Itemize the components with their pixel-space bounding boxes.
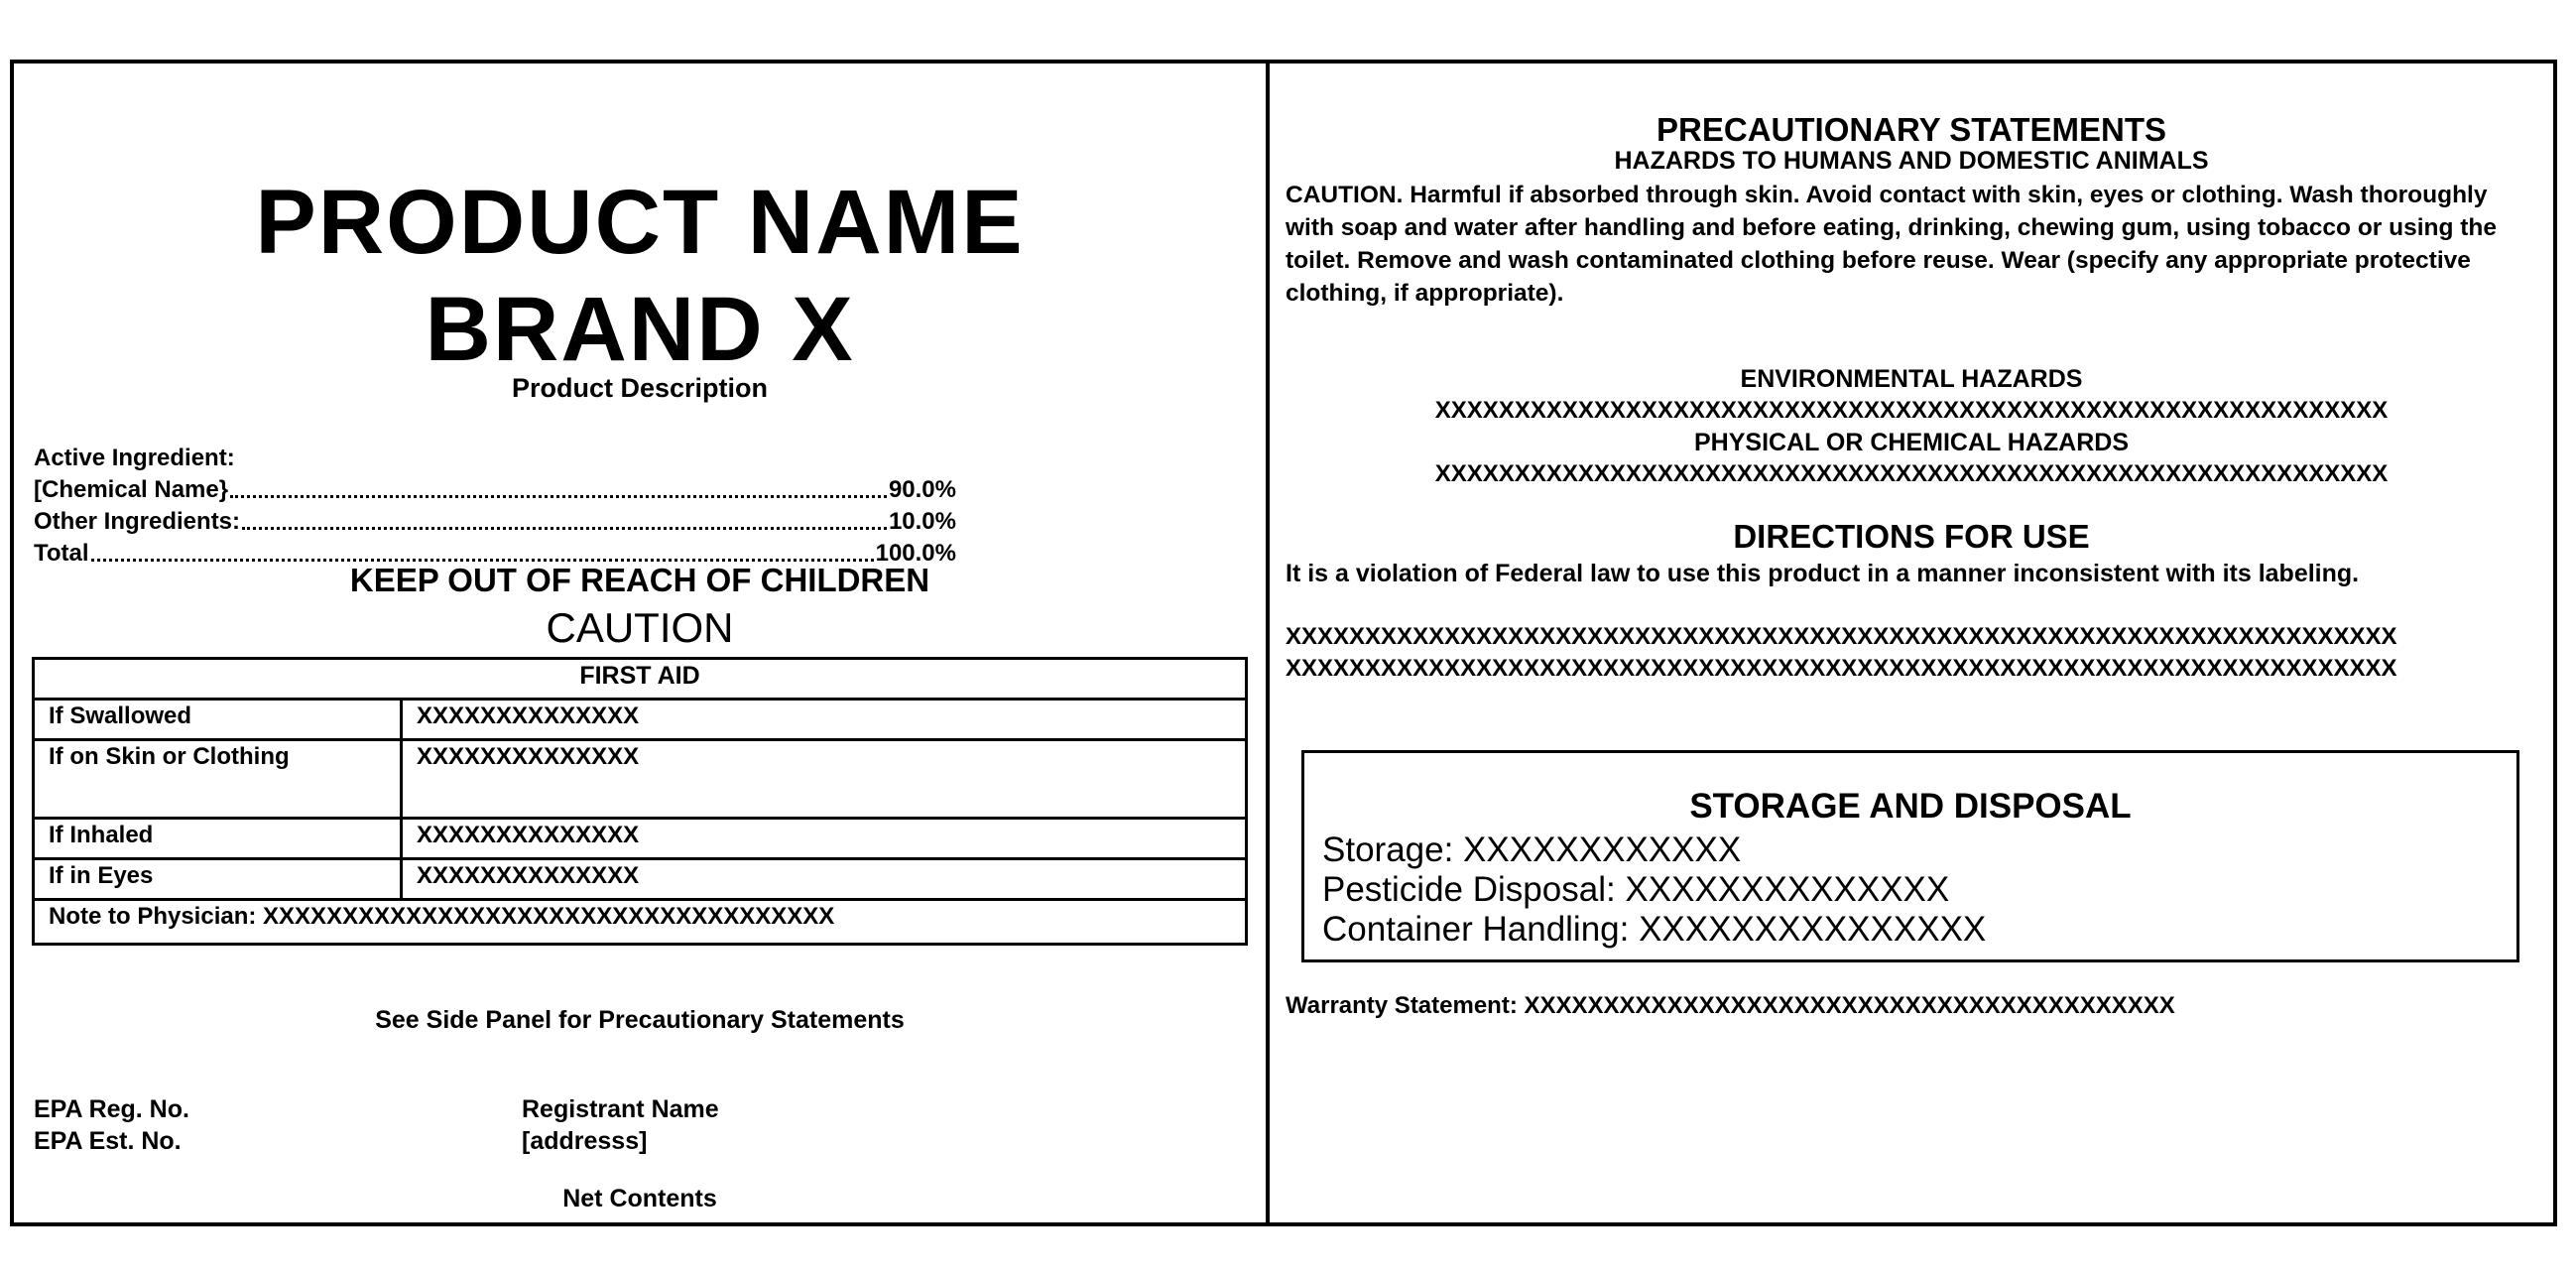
ingredient-name: Total [34,540,89,567]
product-name: PRODUCT NAME [255,172,1025,273]
hazards-humans-title: HAZARDS TO HUMANS AND DOMESTIC ANIMALS [1614,147,2209,175]
ingredient-row [34,504,956,536]
registrant-address: [addresss] [522,1127,648,1155]
ingredient-name: Other Ingredients: [34,508,241,535]
first-aid-label: If in Eyes [34,859,402,900]
epa-est-number: EPA Est. No. [34,1127,182,1155]
side-panel [1270,64,2553,1222]
signal-word: CAUTION [546,604,734,651]
directions-title: DIRECTIONS FOR USE [1733,518,2090,555]
table-row [34,819,1247,859]
ingredient-row [34,472,956,504]
first-aid-label: If on Skin or Clothing [34,740,402,819]
hazards-humans-text: CAUTION. Harmful if absorbed through skin. Avoid contact with skin, eyes or clothing. Wash thoroughly with soap and water after handling and before eating, drinking, chewing gum, using tobacco or using the toilet. Remove and wash contaminated clothing before reuse. Wear (specify any appropriate protective clothing, if appropriate). [1286,182,2498,307]
keep-out-of-reach: KEEP OUT OF REACH OF CHILDREN [349,562,930,598]
active-ingredient-heading [34,441,956,472]
first-aid-value: XXXXXXXXXXXXXX [402,700,1247,740]
note-to-physician: Note to Physician: XXXXXXXXXXXXXXXXXXXXXXXXXXXXXXXXXXXX [34,900,1247,945]
storage-disposal-box [1301,750,2519,962]
physical-hazards-title: PHYSICAL OR CHEMICAL HAZARDS [1694,429,2129,456]
precautionary-title: PRECAUTIONARY STATEMENTS [1656,111,2166,148]
dot-leader [230,495,887,498]
storage-disposal-title: STORAGE AND DISPOSAL [1689,787,2132,826]
first-aid-value: XXXXXXXXXXXXXX [402,740,1247,819]
table-row [34,700,1247,740]
container-handling-line: Container Handling: XXXXXXXXXXXXXXX [1322,910,1987,949]
directions-text: It is a violation of Federal law to use this product in a manner inconsistent with its labeling. [1286,560,2360,587]
directions-placeholder-line: XXXXXXXXXXXXXXXXXXXXXXXXXXXXXXXXXXXXXXXXXXXXXXXXXXXXXXXXXXXXXXXXXXXXXX [1286,623,2397,650]
first-aid-label: If Swallowed [34,700,402,740]
ingredient-heading-label: Active Ingredient: [34,445,235,471]
environmental-hazards-title: ENVIRONMENTAL HAZARDS [1740,365,2083,393]
dot-leader [242,527,887,530]
warranty-statement: Warranty Statement: XXXXXXXXXXXXXXXXXXXXXXXXXXXXXXXXXXXXXXXXX [1286,992,2175,1019]
table-row [34,859,1247,900]
brand-name: BRAND X [425,279,855,380]
environmental-hazards-text: XXXXXXXXXXXXXXXXXXXXXXXXXXXXXXXXXXXXXXXXXXXXXXXXXXXXXXXXXXXX [1434,397,2389,424]
first-aid-label: If Inhaled [34,819,402,859]
net-contents: Net Contents [562,1185,717,1212]
pesticide-label [10,60,2557,1226]
ingredient-percent: 10.0% [888,508,956,535]
epa-reg-number: EPA Reg. No. [34,1095,189,1123]
registrant-name: Registrant Name [522,1095,719,1123]
ingredient-percent: 90.0% [888,476,956,503]
pesticide-disposal-line: Pesticide Disposal: XXXXXXXXXXXXXX [1322,870,1950,909]
physical-hazards-text: XXXXXXXXXXXXXXXXXXXXXXXXXXXXXXXXXXXXXXXXXXXXXXXXXXXXXXXXXXXX [1434,460,2389,487]
table-row [34,900,1247,945]
see-side-panel-note: See Side Panel for Precautionary Statements [375,1006,905,1034]
table-row [34,740,1247,819]
first-aid-value: XXXXXXXXXXXXXX [402,819,1247,859]
first-aid-title: FIRST AID [34,659,1247,700]
storage-line: Storage: XXXXXXXXXXXX [1322,830,1742,869]
ingredient-name: [Chemical Name} [34,476,229,503]
directions-placeholder-line: XXXXXXXXXXXXXXXXXXXXXXXXXXXXXXXXXXXXXXXXXXXXXXXXXXXXXXXXXXXXXXXXXXXXXX [1286,655,2397,682]
first-aid-value: XXXXXXXXXXXXXX [402,859,1247,900]
ingredient-percent: 100.0% [875,540,956,567]
product-description: Product Description [511,373,769,403]
ingredient-statement [34,441,956,568]
first-aid-table [32,657,1248,946]
front-panel [14,64,1266,1222]
